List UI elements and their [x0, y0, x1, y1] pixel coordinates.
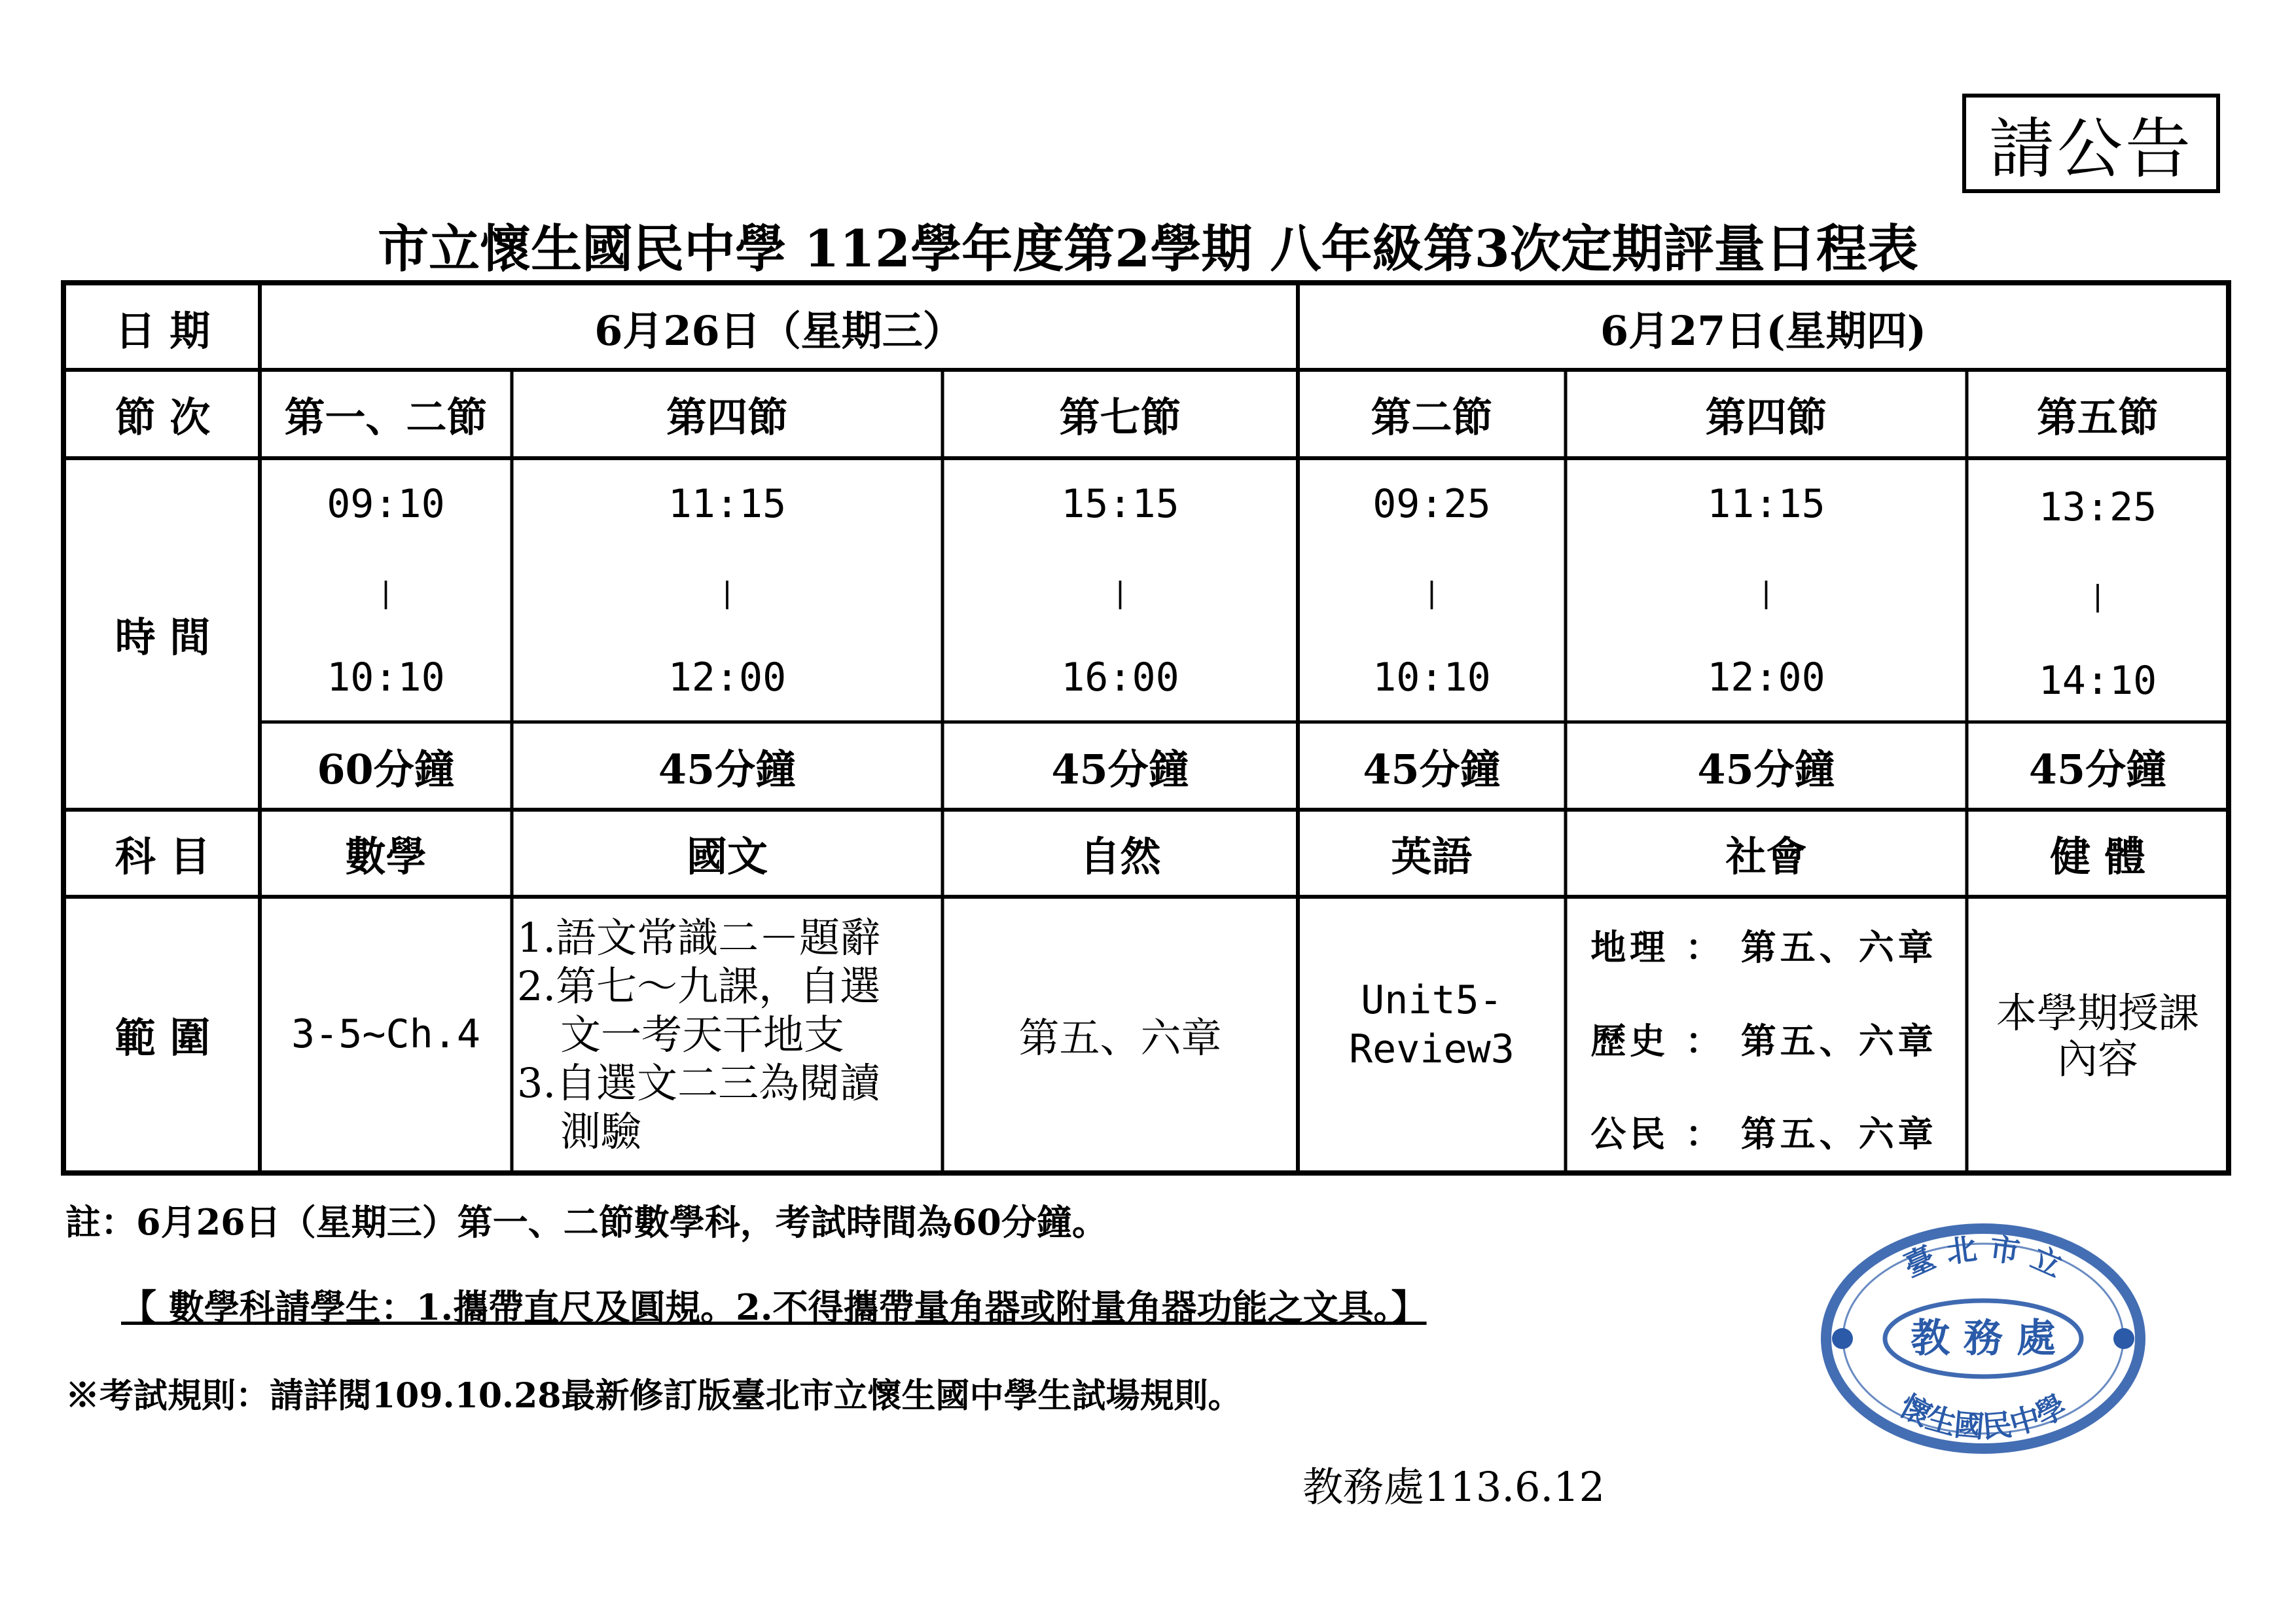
scope-line: Unit5- — [1361, 977, 1503, 1023]
subject-cell: 社會 — [1725, 833, 1807, 880]
stamp-center-text: 教 務 處 — [1910, 1316, 2056, 1362]
end-time: 10:10 — [327, 655, 445, 700]
start-time: 09:10 — [327, 481, 445, 527]
day-header: 6月26日（星期三） — [594, 307, 963, 355]
subject-cell: 數學 — [345, 833, 427, 880]
time-separator: | — [2089, 579, 2107, 613]
subject-cell: 自然 — [1079, 833, 1161, 880]
period-cell: 第七節 — [1059, 393, 1181, 441]
row-label-scope: 範 圍 — [115, 1013, 211, 1062]
duration-cell: 45分鐘 — [1363, 745, 1501, 793]
end-time: 14:10 — [2038, 658, 2157, 704]
time-separator: | — [1757, 575, 1775, 609]
scope-list — [517, 914, 880, 1156]
duration-cell: 45分鐘 — [658, 745, 797, 793]
period-cell: 第四節 — [1705, 393, 1827, 441]
stamp-bottom-text: 懷生國民中學 — [1893, 1388, 2073, 1445]
time-separator: | — [377, 575, 395, 609]
end-time: 12:00 — [1707, 655, 1825, 700]
scope-line: 2.第七～九課，自選 — [517, 962, 881, 1010]
day-header: 6月27日(星期四) — [1600, 307, 1927, 355]
note-exam-duration: 註：6月26日（星期三）第一、二節數學科，考試時間為60分鐘。 — [65, 1201, 1107, 1243]
subject-cell: 健 體 — [2050, 833, 2145, 880]
announcement-label: 請公告 — [1962, 94, 2220, 193]
scope-line: 本學期授課 — [1996, 988, 2199, 1037]
scope-cell: 3-5~Ch.4 — [291, 1011, 480, 1057]
note-exam-rules: ※考試規則：請詳閱109.10.28最新修訂版臺北市立懷生國中學生試場規則。 — [65, 1376, 1242, 1416]
scope-line: 地理 ： 第五、六章 — [1590, 926, 1937, 968]
start-time: 11:15 — [668, 481, 787, 527]
start-time: 11:15 — [1707, 481, 1825, 527]
duration-cell: 45分鐘 — [1697, 745, 1835, 793]
end-time: 10:10 — [1372, 655, 1491, 700]
scope-line: 內容 — [2056, 1034, 2138, 1083]
start-time: 15:15 — [1061, 481, 1179, 527]
start-time: 09:25 — [1372, 481, 1491, 527]
time-separator: | — [718, 575, 736, 609]
row-label-period: 節 次 — [115, 393, 211, 441]
duration-cell: 45分鐘 — [2028, 745, 2167, 793]
period-cell: 第一、二節 — [284, 393, 488, 441]
end-time: 12:00 — [668, 655, 787, 700]
start-time: 13:25 — [2038, 484, 2157, 530]
note-math-supplies: 【 數學科請學生：1.攜帶直尺及圓規。2.不得攜帶量角器或附量角器功能之文具。】 — [121, 1286, 1427, 1328]
scope-line: Review3 — [1349, 1026, 1515, 1072]
scope-cell: 第五、六章 — [1018, 1013, 1222, 1062]
period-cell: 第五節 — [2036, 393, 2159, 441]
scope-line: 1.語文常識二－題辭 — [517, 914, 881, 962]
duration-cell: 60分鐘 — [317, 745, 455, 793]
row-label-subject: 科 目 — [115, 833, 211, 880]
scope-line: 歷史 ： 第五、六章 — [1590, 1020, 1937, 1062]
office-seal-stamp — [1816, 1221, 2150, 1456]
scope-line: 3.自選文二三為閱讀 — [517, 1059, 881, 1107]
time-separator: | — [1111, 575, 1129, 609]
stamp-top-text: 臺 北 市 立 — [1898, 1231, 2068, 1284]
subject-cell: 英語 — [1391, 833, 1473, 880]
scope-line: 測驗 — [560, 1108, 642, 1155]
duration-cell: 45分鐘 — [1051, 745, 1189, 793]
end-time: 16:00 — [1061, 655, 1179, 700]
period-cell: 第四節 — [666, 393, 788, 441]
row-label-date: 日 期 — [115, 307, 211, 355]
period-cell: 第二節 — [1371, 393, 1493, 441]
document-title: 市立懷生國民中學 112學年度第2學期 八年級第3次定期評量日程表 — [378, 219, 1918, 279]
time-separator: | — [1423, 575, 1441, 609]
scope-line: 文一考天干地支 — [560, 1011, 845, 1058]
scope-line: 公民 ： 第五、六章 — [1590, 1113, 1937, 1155]
issuer-date-footer: 教務處113.6.12 — [1302, 1463, 1605, 1511]
row-label-time: 時 間 — [115, 613, 211, 661]
subject-cell: 國文 — [686, 833, 768, 880]
